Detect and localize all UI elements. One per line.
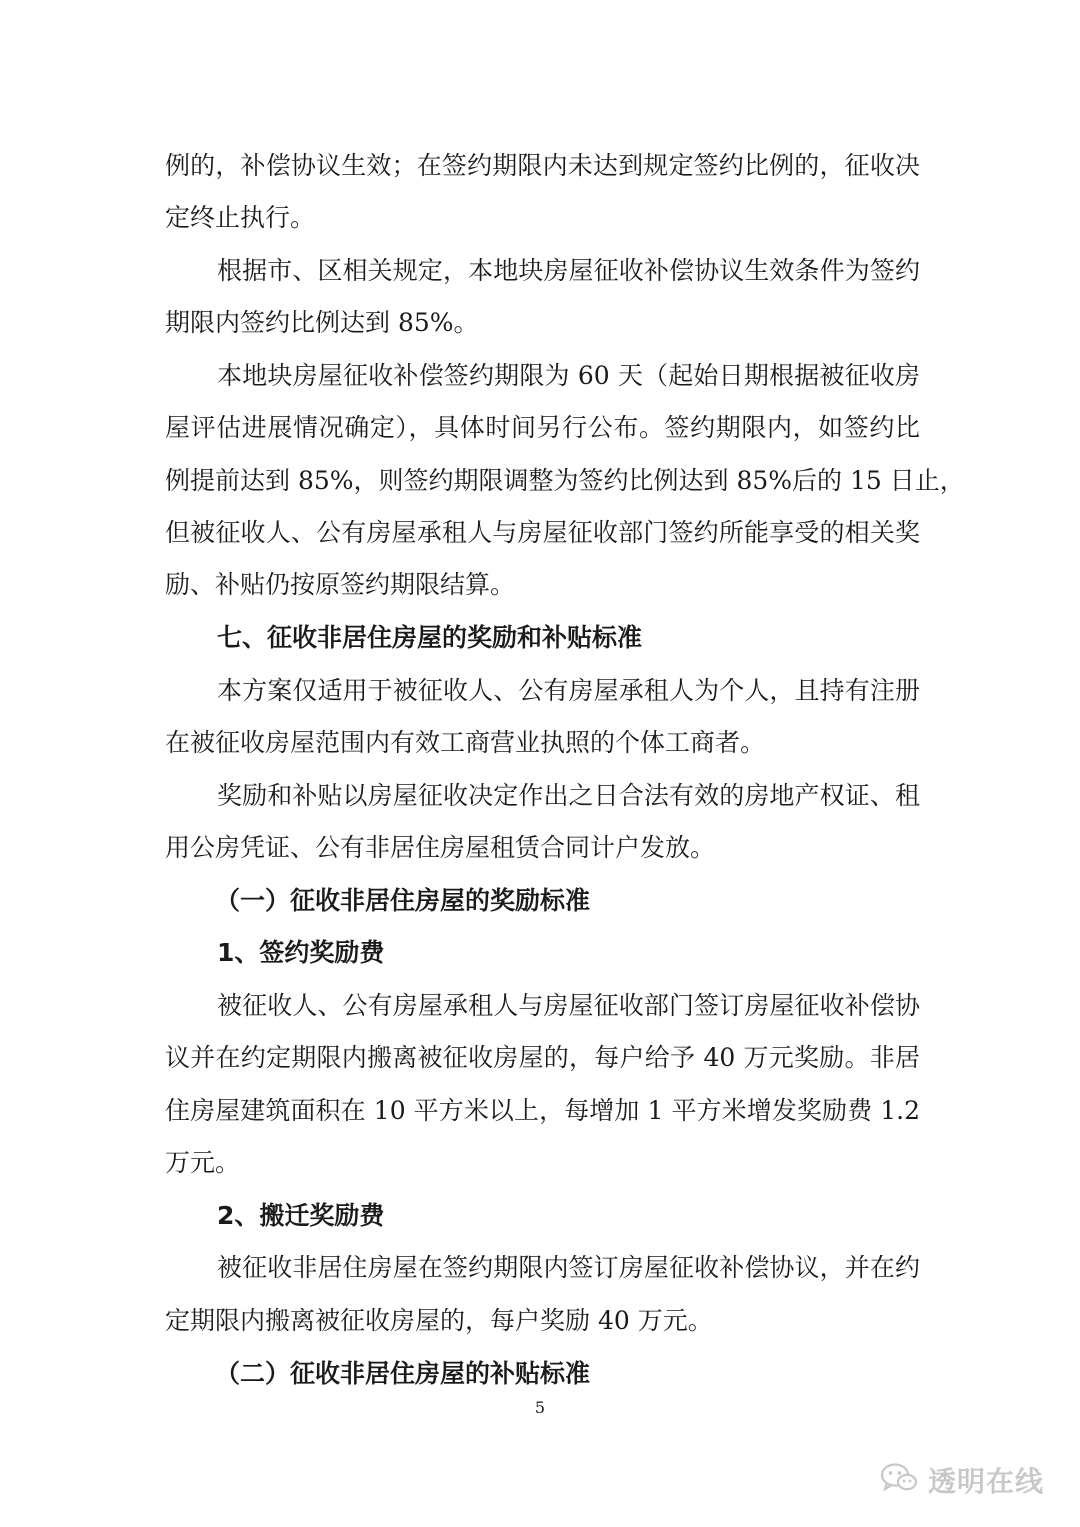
paragraph-line: 在被征收房屋范围内有效工商营业执照的个体工商者。 [165, 728, 766, 757]
paragraph-line: 奖励和补贴以房屋征收决定作出之日合法有效的房地产权证、租 [217, 781, 920, 810]
paragraph-line: 被征收人、公有房屋承租人与房屋征收部门签订房屋征收补偿协 [217, 991, 920, 1020]
page-number: 5 [534, 1398, 546, 1417]
item-heading: 2、搬迁奖励费 [217, 1201, 385, 1230]
paragraph-line: 但被征收人、公有房屋承租人与房屋征收部门签约所能享受的相关奖 [165, 518, 920, 547]
watermark-text: 透明在线 [927, 1465, 1044, 1498]
paragraph-line: 励、补贴仍按原签约期限结算。 [165, 570, 516, 599]
wechat-icon [880, 1462, 918, 1498]
item-heading: 1、签约奖励费 [217, 938, 385, 967]
paragraph-line: 本方案仅适用于被征收人、公有房屋承租人为个人，且持有注册 [217, 676, 920, 705]
watermark [880, 1460, 1044, 1500]
paragraph-line: 用公房凭证、公有非居住房屋租赁合同计户发放。 [165, 833, 716, 862]
paragraph-line: 万元。 [165, 1148, 241, 1177]
subsection-heading: （一）征收非居住房屋的奖励标准 [215, 886, 591, 915]
paragraph-line: 定终止执行。 [165, 203, 316, 232]
paragraph-line: 被征收非居住房屋在签约期限内签订房屋征收补偿协议，并在约 [217, 1253, 920, 1282]
paragraph-line: 屋评估进展情况确定），具体时间另行公布。签约期限内，如签约比 [165, 413, 920, 442]
subsection-heading: （二）征收非居住房屋的补贴标准 [215, 1359, 591, 1388]
paragraph-line: 根据市、区相关规定，本地块房屋征收补偿协议生效条件为签约 [217, 256, 920, 285]
paragraph-line: 例提前达到 85%，则签约期限调整为签约比例达到 85%后的 15 日止， [165, 466, 965, 495]
paragraph-line: 本地块房屋征收补偿签约期限为 60 天（起始日期根据被征收房 [217, 361, 920, 390]
paragraph-line: 定期限内搬离被征收房屋的，每户奖励 40 万元。 [165, 1306, 713, 1335]
paragraph-line: 住房屋建筑面积在 10 平方米以上，每增加 1 平方米增发奖励费 1.2 [165, 1096, 920, 1125]
section-heading: 七、征收非居住房屋的奖励和补贴标准 [217, 623, 643, 652]
paragraph-line: 例的，补偿协议生效；在签约期限内未达到规定签约比例的，征收决 [165, 151, 920, 180]
paragraph-line: 议并在约定期限内搬离被征收房屋的，每户给予 40 万元奖励。非居 [165, 1043, 920, 1072]
paragraph-line: 期限内签约比例达到 85%。 [165, 308, 479, 337]
